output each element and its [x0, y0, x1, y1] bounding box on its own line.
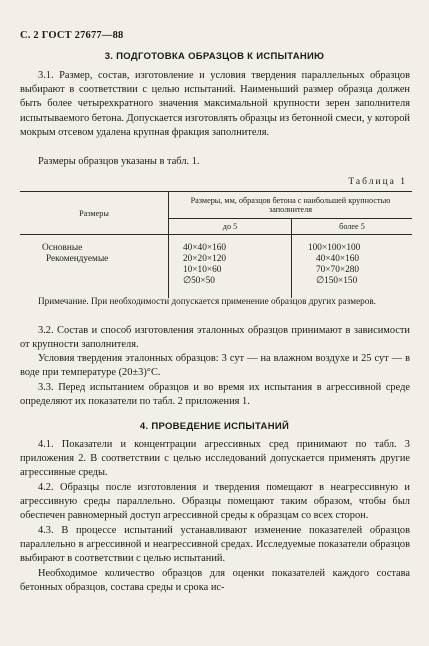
row-label-recommended: Рекомендуемые [46, 254, 109, 264]
row-label-main: Основные [42, 243, 83, 253]
to5-value: 20×20×120 [183, 254, 227, 264]
paragraph-3-3: 3.3. Перед испытанием образцов и во время их испытания в агрессивной среде определяют их показатели по табл. 2 приложения 1. [20, 382, 410, 408]
table-cell-over5 [292, 235, 413, 298]
page-header: С. 2 ГОСТ 27677—88 [20, 30, 124, 41]
over5-value: 70×70×280 [316, 265, 360, 275]
table-header-sizes: Размеры [20, 192, 169, 235]
paragraph-4-1: 4.1. Показатели и концентрации агрессивных сред принимают по табл. 3 приложения 2. В соответствии с целью исследований допускается применять другие агрессивные среды. [20, 439, 410, 479]
paragraph-last: Необходимое количество образцов для оценки показателей каждого состава бетонных образцов, состава среды и срока ис- [20, 568, 410, 594]
paragraph-conditions: Условия твердения эталонных образцов: 3 сут — на влажном воздухе и 25 сут — в воде при температуре (20±3)°С. [20, 353, 410, 379]
paragraph-4-3: 4.3. В процессе испытаний устанавливают изменение показателей образцов параллельно в агрессивной и неагрессивной средах. Исследуемые показатели образцов выбирают в соответствии с целью испытаний. [20, 525, 410, 565]
table-note: Примечание. При необходимости допускается применение образцов других размеров. [38, 296, 376, 306]
section-4-title: 4. ПРОВЕДЕНИЕ ИСПЫТАНИЙ [139, 421, 290, 432]
over5-value: 40×40×160 [316, 254, 360, 264]
paragraph-3-1: 3.1. Размер, состав, изготовление и условия твердения параллельных образцов выбирают в соответствии с целью испытаний. Наименьший размер образца должен быть более четырехкратного значения максимальной крупности зерен заполнителя испытываемого бетона. Допускается изготовлять образцы из бетонной смеси, у которой мокрым отсевом удалена крупная фракция заполнителя. [20, 70, 410, 138]
table-header-over5: более 5 [292, 219, 413, 235]
table-header-group: Размеры, мм, образцов бетона с наибольшей крупностью заполнителя [169, 192, 413, 219]
table-row-labels [20, 235, 169, 298]
over5-value: 100×100×100 [308, 243, 361, 253]
paragraph-4-2: 4.2. Образцы после изготовления и твердения помещают в неагрессивную и агрессивную среды параллельно. Образцы помещают таким образом, чтобы был обеспечен равномерный доступ агрессивной среды к образцам со всех сторон. [20, 482, 410, 522]
to5-value: 10×10×60 [183, 265, 222, 275]
to5-value: ∅50×50 [183, 276, 215, 286]
table-header-to5: до 5 [169, 219, 292, 235]
to5-value: 40×40×160 [183, 243, 227, 253]
table-1 [20, 191, 412, 298]
table-caption: Таблица 1 [348, 177, 407, 187]
paragraph-3-2: 3.2. Состав и способ изготовления эталонных образцов принимают в зависимости от крупности заполнителя. [20, 325, 410, 351]
paragraph-sizes: Размеры образцов указаны в табл. 1. [38, 156, 200, 167]
table-cell-to5 [169, 235, 292, 298]
section-3-title: 3. ПОДГОТОВКА ОБРАЗЦОВ К ИСПЫТАНИЮ [104, 51, 325, 62]
over5-value: ∅150×150 [316, 276, 358, 286]
